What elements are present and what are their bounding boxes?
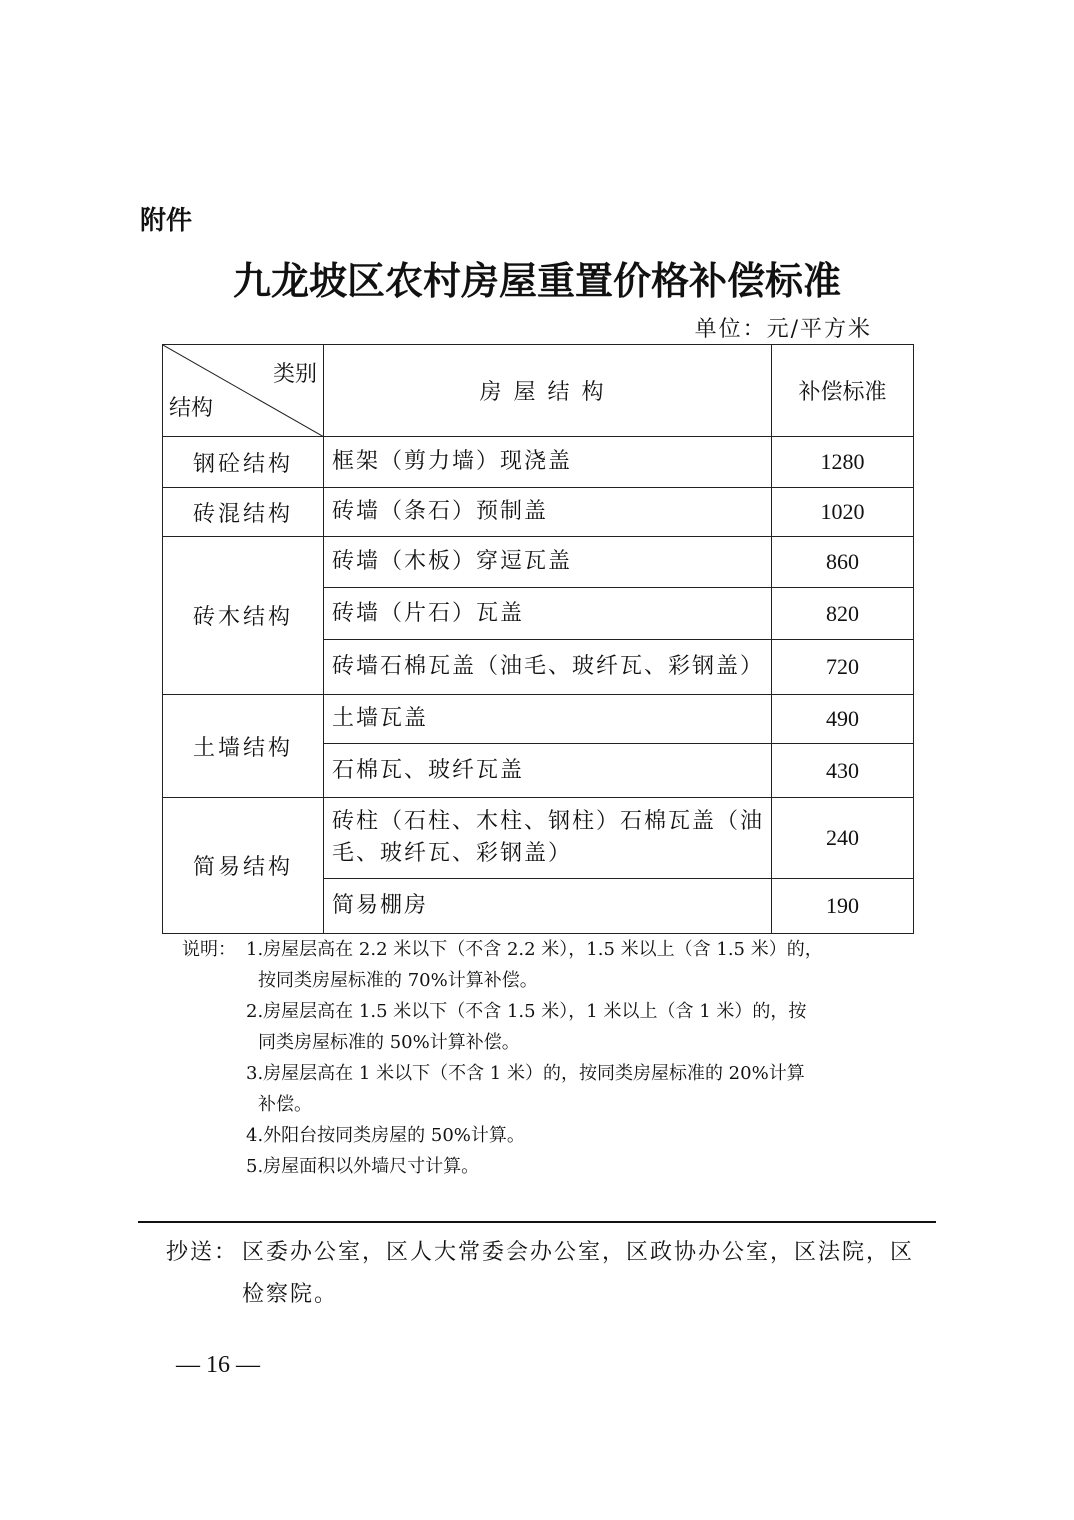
- table-row: [163, 695, 914, 744]
- compensation-price-cell: 240: [772, 798, 914, 879]
- compensation-price-cell: 1280: [772, 437, 914, 488]
- attachment-label: 附件: [140, 206, 193, 236]
- house-structure-cell: 框架（剪力墙）现浇盖: [324, 437, 772, 488]
- house-structure-cell: 砖柱（石柱、木柱、钢柱）石棉瓦盖（油毛、玻纤瓦、彩钢盖）: [324, 798, 772, 879]
- note-text-continued: 按同类房屋标准的 70%计算补偿。: [258, 970, 538, 991]
- note-item: [182, 1058, 902, 1120]
- note-item: [182, 996, 902, 1058]
- house-structure-cell: 土墙瓦盖: [324, 695, 772, 744]
- notes-section: [182, 934, 902, 1182]
- header-compensation-standard: 补偿标准: [772, 345, 914, 437]
- note-text: 2.房屋层高在 1.5 米以下（不含 1.5 米），1 米以上（含 1 米）的，按: [246, 1001, 807, 1022]
- note-text-continued: 同类房屋标准的 50%计算补偿。: [258, 1032, 520, 1053]
- structure-type-cell: 砖混结构: [163, 488, 324, 537]
- compensation-price-cell: 490: [772, 695, 914, 744]
- divider-line: [138, 1221, 936, 1223]
- compensation-table: [162, 344, 914, 934]
- compensation-price-cell: 720: [772, 640, 914, 695]
- note-item: [182, 1151, 902, 1182]
- table-row: [163, 537, 914, 588]
- note-text-continued: 补偿。: [258, 1094, 312, 1115]
- compensation-price-cell: 430: [772, 744, 914, 798]
- cc-recipients: 区委办公室，区人大常委会办公室，区政协办公室，区法院，区检察院。: [242, 1240, 915, 1307]
- table-row: [163, 798, 914, 879]
- compensation-price-cell: 1020: [772, 488, 914, 537]
- unit-label: 单位：元/平方米: [694, 317, 872, 342]
- header-structure-label: 结构: [169, 396, 214, 421]
- notes-prefix: 说明：: [182, 939, 236, 960]
- structure-type-cell: 土墙结构: [163, 695, 324, 798]
- header-corner-cell: [163, 345, 324, 437]
- cc-label: 抄送：: [166, 1240, 239, 1265]
- note-item: [182, 1120, 902, 1151]
- structure-type-cell: 简易结构: [163, 798, 324, 934]
- compensation-price-cell: 820: [772, 588, 914, 640]
- note-text: 3.房屋层高在 1 米以下（不含 1 米）的，按同类房屋标准的 20%计算: [246, 1063, 805, 1084]
- house-structure-cell: 砖墙（木板）穿逗瓦盖: [324, 537, 772, 588]
- header-category-label: 类别: [272, 362, 317, 387]
- structure-type-cell: 砖木结构: [163, 537, 324, 695]
- header-house-structure: 房屋结构: [324, 345, 772, 437]
- note-item: [182, 934, 902, 996]
- document-title: 九龙坡区农村房屋重置价格补偿标准: [232, 259, 841, 303]
- house-structure-cell: 简易棚房: [324, 879, 772, 934]
- house-structure-cell: 砖墙（条石）预制盖: [324, 488, 772, 537]
- compensation-price-cell: 860: [772, 537, 914, 588]
- table-header-row: [163, 345, 914, 437]
- house-structure-cell: 石棉瓦、玻纤瓦盖: [324, 744, 772, 798]
- page-number: — 16 —: [176, 1352, 260, 1378]
- compensation-price-cell: 190: [772, 879, 914, 934]
- table-row: [163, 488, 914, 537]
- cc-section: [166, 1232, 926, 1316]
- note-text: 5.房屋面积以外墙尺寸计算。: [246, 1156, 480, 1177]
- note-text: 1.房屋层高在 2.2 米以下（不含 2.2 米），1.5 米以上（含 1.5 米）的，: [246, 939, 823, 960]
- table-row: [163, 437, 914, 488]
- house-structure-cell: 砖墙（片石）瓦盖: [324, 588, 772, 640]
- structure-type-cell: 钢砼结构: [163, 437, 324, 488]
- house-structure-cell: 砖墙石棉瓦盖（油毛、玻纤瓦、彩钢盖）: [324, 640, 772, 695]
- note-text: 4.外阳台按同类房屋的 50%计算。: [246, 1125, 525, 1146]
